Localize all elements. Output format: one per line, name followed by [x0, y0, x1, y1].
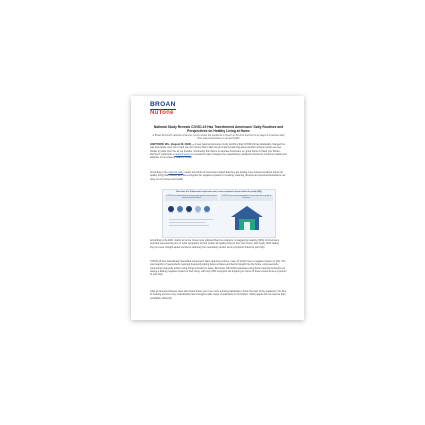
logo-nutone-text: NuTone [150, 109, 174, 117]
infographic-right-caption: COVID-19 has increased respondents’ concern about the air quality of the homes [220, 195, 273, 201]
infographic-right-panel [220, 195, 273, 235]
paragraph-2-text: , nearly two-thirds of consumers stated that they are feeling more concerned about indoor air quality (IAQ) than before, with few recognize the negative impacts it’s cooking, cleaning, lifestyle and personal behaviours can have on our homes and health. [150, 171, 286, 181]
dateline: HARTFORD, Wis. (August 20, 2020) — [150, 143, 194, 146]
body-paragraph-5: Little as humans kitchens have also found home use to be more a driving destination. Since the start of the pandemic, the time of cooking at home may undoubtedly have brought a wide range of pollutants in the kitchen. Most people did not improve their ventilation efficiently. [150, 290, 287, 300]
activity-dot-working [186, 206, 192, 212]
logo-broan-text: BROAN [150, 101, 176, 108]
press-release-headline: National Study Reveals COVID-19 Has Transformed Americans' Daily Routines and Perspectives on Healthy Living at Home [153, 125, 284, 134]
paragraph-1-tail: to reveal the major changes the extraordinary pandemic had led to consumer habits and attitudes in the areas of healthy homes. [150, 152, 287, 160]
activity-dot-cleaning [177, 206, 183, 212]
dot-label-exercise: Exercise [195, 213, 201, 214]
house-icon [229, 205, 265, 231]
national-survey-link[interactable]: national survey [174, 152, 191, 156]
paragraph-1-text: A new national consumer study confirms that COVID-19 has drastically changed the way Americans view, live in and use our homes. But it also has prompted a learning about another scheme known as user shelter in place from the air we breathe. Continuing this theme to educate Americans on ‘good home to thank you’ Broan-NuTone® undertook a [150, 143, 286, 156]
left-panel-divider-3 [169, 225, 209, 226]
dot-label-cleaning: Cleaning [177, 213, 183, 214]
body-paragraph-4: COVID-19 has dramatically intensified consumers’ daily cleaning routines, many of which have a negative impact on IAQ. The vast majority of respondents reported frequently wiping down surfaces and items brought into the home, using aerosols, vacuuming frequently and/or using things intended to clean. But fewer still (19%) associate using these cleaning behaviors as having a lasting negative impact on their living, with only 23% recognize the lingering in rooms of these products as a symptom of poor IAQ. [150, 260, 287, 277]
survey-infographic [162, 189, 276, 238]
press-release-subhead: A Broan-NuTone® national consumer survey shows the pandemic's impact on the time and the home plays in American daily lives and perspectives on air and health [152, 134, 285, 141]
broan-nutone-logo [150, 101, 186, 116]
dot-label-cooking: Cooking [168, 213, 174, 214]
activity-dot-exercise [195, 206, 201, 212]
infographic-left-caption: COVID-19 has affected how much time people spend at home and how they feel about their homes [165, 195, 218, 201]
document-page [131, 96, 304, 320]
dot-label-working: Working [186, 213, 192, 214]
left-panel-divider [169, 219, 213, 220]
left-panel-divider-2 [169, 222, 205, 223]
activity-dot-schooling [204, 206, 210, 212]
national-study-link[interactable]: national study [168, 171, 184, 174]
paragraph-2-lead: According to the [150, 171, 169, 174]
body-paragraph-2 [150, 171, 287, 181]
body-paragraph-3: According to the EPA, indoor air is five times more polluted than the outdoors. A staggering majority (96%) of Americans reported experiencing one or more symptoms of poor indoor air quality (IAQ) in their own home, with nearly 40% stating they’ve never thought about members suffering from respiratory and/or sinus symptoms linked to poor IAQ. [150, 239, 279, 249]
body-paragraph-1 [150, 143, 287, 159]
activity-dot-cooking [168, 206, 174, 212]
infographic-title: More than 9 in 10 Americans experience one or more symptoms of poor indoor air quality (IAQ) [176, 191, 262, 193]
infographic-left-panel [165, 195, 218, 235]
dot-label-schooling: Schooling [204, 213, 210, 214]
